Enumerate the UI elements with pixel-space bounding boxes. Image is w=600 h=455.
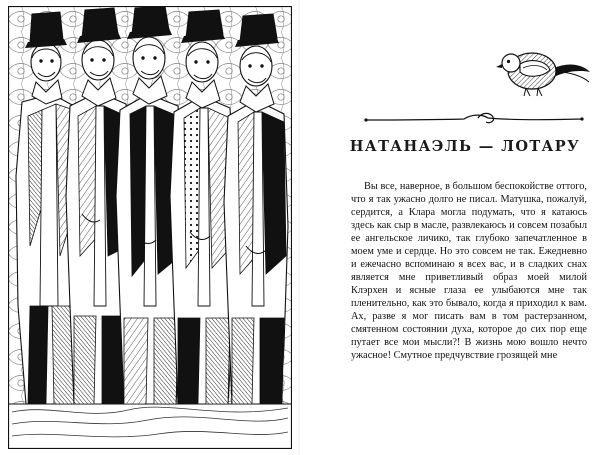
bird-vignette [496, 38, 592, 104]
right-page [300, 0, 600, 455]
swash-rule-ornament [360, 108, 590, 128]
illustration-frame [8, 6, 292, 449]
chapter-title: НАТАНАЭЛЬ — ЛОТАРУ [349, 138, 581, 155]
body-text [351, 180, 587, 362]
body-paragraph: Вы все, наверное, в большом беспокойстве оттого, что я так ужасно долго не писал. Матушка, пожалуй, сердится, а Клара могла подумать, что я катаюсь здесь как сыр в масле, развлекаюсь и совсем позабыл ее ангельское личико, так глубоко запечатленное в моем уме и сердце. Но это совсем не так. Ежедневно и ежечасно вспоминаю я всех вас, и в сладких снах является мне приветливый образ моей милой Клэрхен и ясные глаза ее улыбаются мне так пленительно, как это бывало, когда я приходил к вам. Ах, разве я мог писать вам в том растерзанном, смятенном состоянии духа, которое до сих пор еще путает все мои мысли?! В жизнь мою вошло нечто ужасное! Смутное предчувствие грозящей мне [351, 181, 587, 361]
pen-and-ink-illustration [8, 6, 292, 449]
